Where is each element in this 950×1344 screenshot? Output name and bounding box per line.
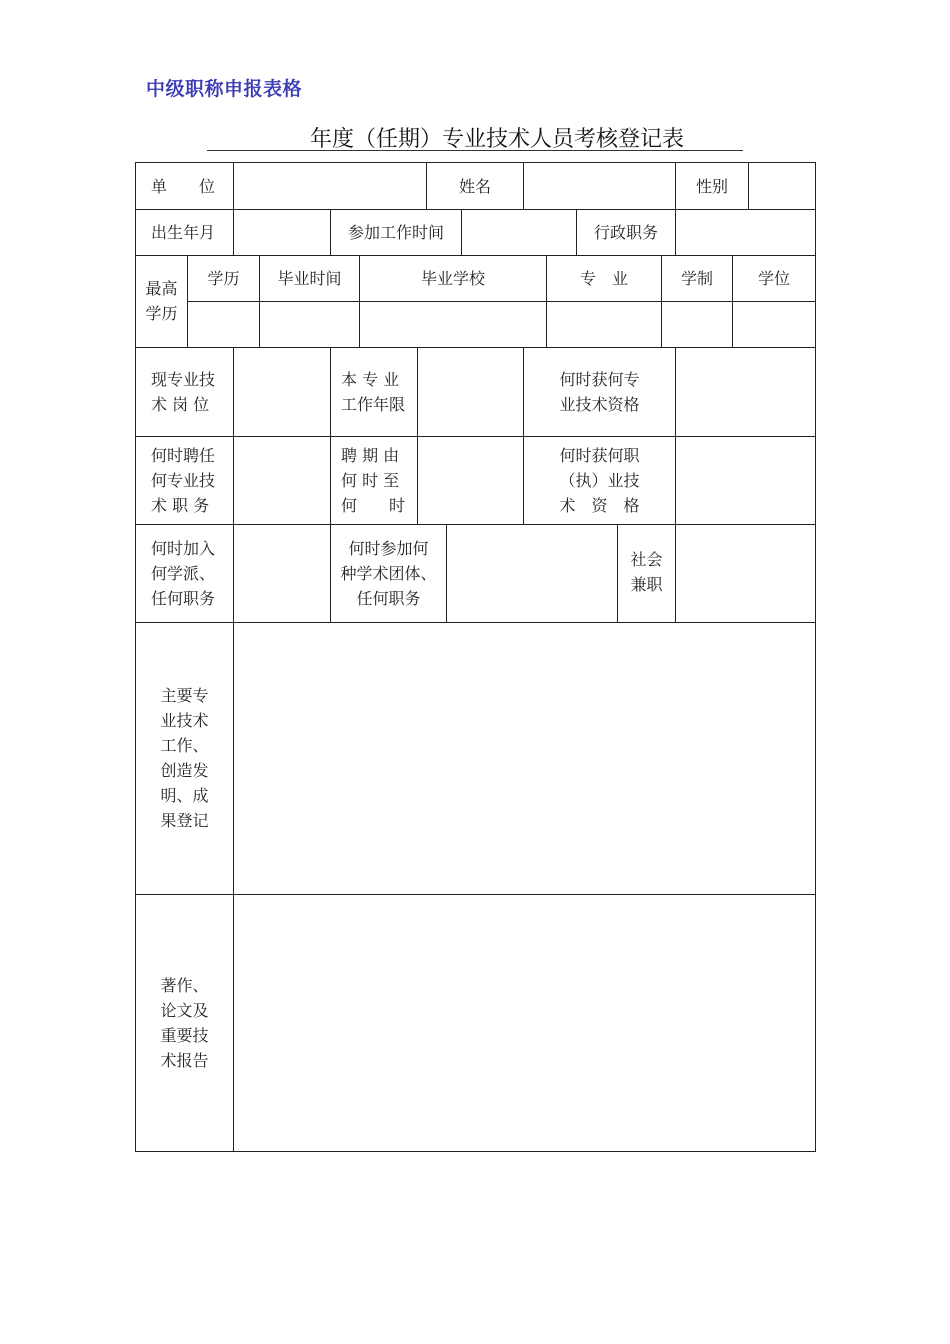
field-work-years[interactable] <box>418 347 523 436</box>
field-appointment-term[interactable] <box>418 436 523 524</box>
field-duration[interactable] <box>662 302 732 347</box>
label-academic-society: 何时参加何 种学术团体、 任何职务 <box>340 538 437 608</box>
field-work-start[interactable] <box>462 209 576 255</box>
document-title: 年度（任期）专业技术人员考核登记表 <box>310 127 685 152</box>
field-grad-school[interactable] <box>360 302 546 347</box>
label-birth: 出生年月 <box>151 222 216 242</box>
label-practice-qualification: 何时获何职 （执）业技 术 资 格 <box>559 445 640 515</box>
field-grad-time[interactable] <box>260 302 359 347</box>
field-publications[interactable] <box>234 894 815 1151</box>
label-gender: 性别 <box>695 176 728 196</box>
field-gender[interactable] <box>749 163 815 209</box>
label-appointment-term: 聘 期 由 何 时 至 何 时 <box>341 445 406 515</box>
field-academic-degree[interactable] <box>733 302 815 347</box>
field-practice-qualification[interactable] <box>676 436 815 524</box>
field-admin-post[interactable] <box>676 209 815 255</box>
label-achievements: 主要专 业技术 工作、 创造发 明、成 果登记 <box>160 686 209 830</box>
header-major: 专 业 <box>579 268 628 288</box>
header-grad-school: 毕业学校 <box>420 268 485 288</box>
label-name: 姓名 <box>458 176 491 196</box>
header-degree: 学历 <box>207 268 240 288</box>
field-appointed-post[interactable] <box>234 436 330 524</box>
field-social-post[interactable] <box>676 524 815 622</box>
label-work-start: 参加工作时间 <box>347 222 444 242</box>
field-birth[interactable] <box>234 209 330 255</box>
header-academic-degree: 学位 <box>757 268 790 288</box>
field-qualification[interactable] <box>676 347 815 436</box>
field-unit[interactable] <box>234 163 426 209</box>
label-admin-post: 行政职务 <box>593 222 658 242</box>
field-academic-society[interactable] <box>447 524 617 622</box>
field-name[interactable] <box>524 163 675 209</box>
field-current-post[interactable] <box>234 347 330 436</box>
label-unit: 单 位 <box>151 176 216 196</box>
field-major[interactable] <box>547 302 661 347</box>
label-academic-school: 何时加入 何学派、 任何职务 <box>151 538 216 608</box>
label-qualification: 何时获何专 业技术资格 <box>559 369 640 414</box>
registration-form <box>135 162 816 1152</box>
field-academic-school[interactable] <box>234 524 330 622</box>
field-achievements[interactable] <box>234 622 815 894</box>
field-degree[interactable] <box>188 302 259 347</box>
label-publications: 著作、 论文及 重要技 术报告 <box>160 975 209 1070</box>
label-highest-education: 最高 学历 <box>145 279 178 323</box>
label-appointed-post: 何时聘任 何专业技 术 职 务 <box>151 445 216 515</box>
label-current-post: 现专业技 术 岗 位 <box>151 369 216 414</box>
header-link-title[interactable]: 中级职称申报表格 <box>146 78 303 100</box>
label-work-years: 本 专 业 工作年限 <box>341 369 406 414</box>
header-grad-time: 毕业时间 <box>277 268 342 288</box>
title-underline <box>207 122 743 151</box>
header-duration: 学制 <box>680 268 713 288</box>
label-social-post: 社会 兼职 <box>630 550 663 594</box>
